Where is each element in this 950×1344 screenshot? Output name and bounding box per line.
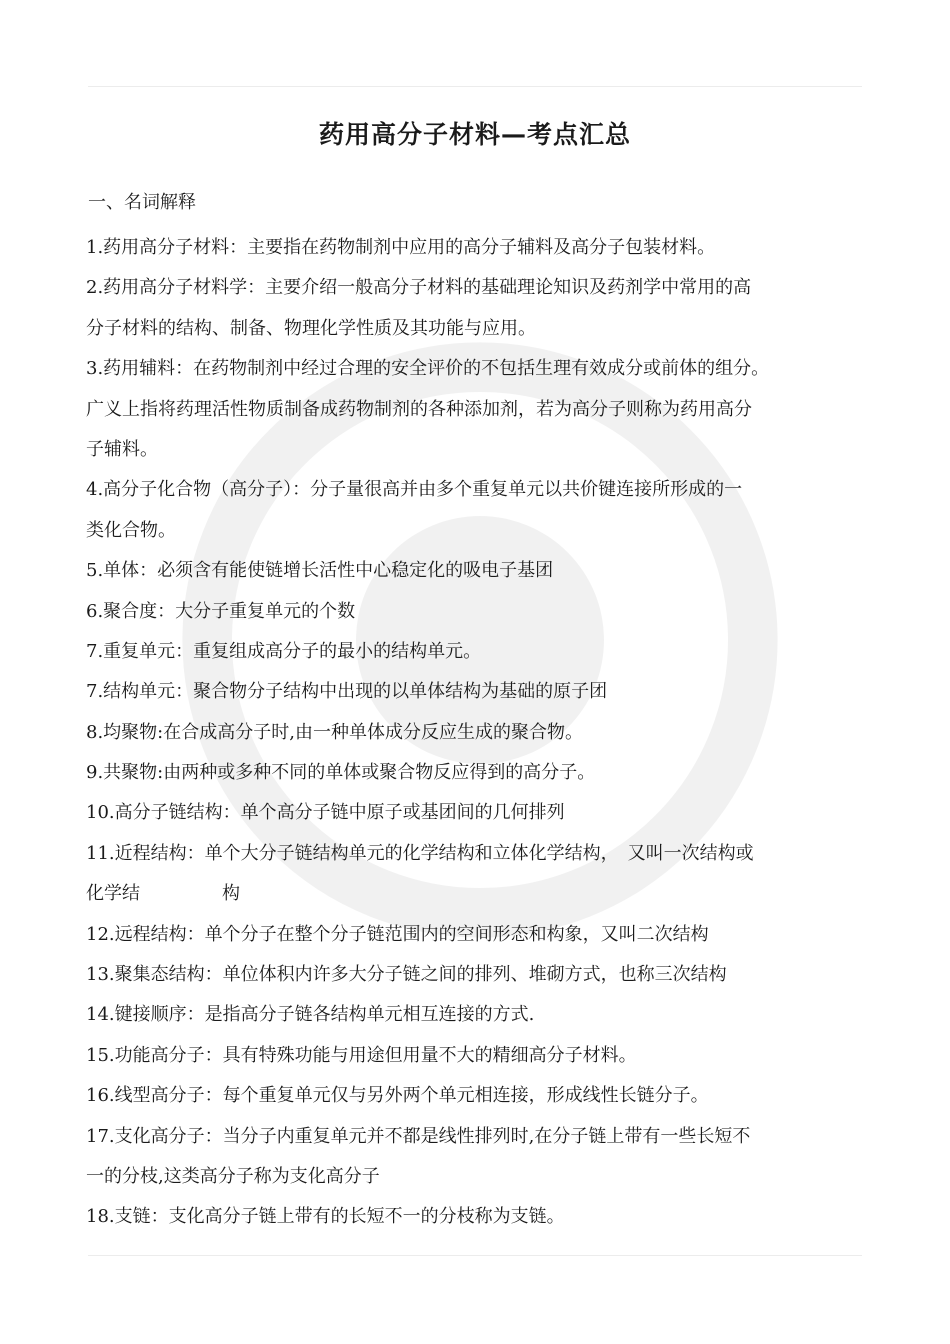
- section-heading: 一、名词解释: [88, 192, 196, 213]
- text-line: 17.支化高分子：当分子内重复单元并不都是线性排列时,在分子链上带有一些长短不: [86, 1125, 751, 1147]
- text-line: 2.药用高分子材料学：主要介绍一般高分子材料的基础理论知识及药剂学中常用的高: [86, 277, 752, 299]
- definition-list: [86, 228, 876, 1238]
- text-line: 9.共聚物:由两种或多种不同的单体或聚合物反应得到的高分子。: [86, 762, 596, 784]
- split-line-part2: 构: [222, 883, 240, 905]
- text-line: 7.结构单元：聚合物分子结构中出现的以单体结构为基础的原子团: [86, 681, 608, 703]
- text-line: 15.功能高分子：具有特殊功能与用途但用量不大的精细高分子材料。: [86, 1044, 637, 1066]
- text-line: 16.线型高分子：每个重复单元仅与另外两个单元相连接，形成线性长链分子。: [86, 1085, 709, 1107]
- split-line-part1: 化学结: [86, 883, 140, 905]
- text-line: 3.药用辅料：在药物制剂中经过合理的安全评价的不包括生理有效成分或前体的组分。: [86, 358, 770, 380]
- bottom-divider: [88, 1255, 862, 1256]
- text-line: 4.高分子化合物（高分子）：分子量很高并由多个重复单元以共价键连接所形成的一: [86, 479, 743, 501]
- text-line: 11.近程结构：单个大分子链结构单元的化学结构和立体化学结构， 又叫一次结构或: [86, 842, 754, 864]
- text-line: 18.支链：支化高分子链上带有的长短不一的分枝称为支链。: [86, 1206, 565, 1228]
- text-line: 5.单体：必须含有能使链增长活性中心稳定化的吸电子基团: [86, 560, 554, 582]
- text-line: 14.键接顺序：是指高分子链各结构单元相互连接的方式.: [86, 1004, 535, 1026]
- text-line: 广义上指将药理活性物质制备成药物制剂的各种添加剂，若为高分子则称为药用高分: [86, 398, 752, 420]
- text-line: 一的分枝,这类高分子称为支化高分子: [86, 1165, 380, 1187]
- text-line: 10.高分子链结构：单个高分子链中原子或基团间的几何排列: [86, 802, 565, 824]
- text-line: 12.远程结构：单个分子在整个分子链范围内的空间形态和构象，又叫二次结构: [86, 923, 709, 945]
- text-line: 8.均聚物:在合成高分子时,由一种单体成分反应生成的聚合物。: [86, 721, 583, 743]
- text-line: 子辅料。: [86, 438, 158, 460]
- text-line: 1.药用高分子材料：主要指在药物制剂中应用的高分子辅料及高分子包装材料。: [86, 237, 716, 258]
- page-title: 药用高分子材料—考点汇总: [318, 120, 631, 149]
- text-line: 13.聚集态结构：单位体积内许多大分子链之间的排列、堆砌方式，也称三次结构: [86, 964, 727, 986]
- text-line: 6.聚合度：大分子重复单元的个数: [86, 600, 356, 622]
- top-divider: [88, 86, 862, 87]
- text-line-split: [86, 874, 876, 914]
- text-line: 类化合物。: [86, 519, 176, 541]
- text-line: 分子材料的结构、制备、物理化学性质及其功能与应用。: [86, 317, 536, 339]
- text-line: 7.重复单元：重复组成高分子的最小的结构单元。: [86, 640, 482, 662]
